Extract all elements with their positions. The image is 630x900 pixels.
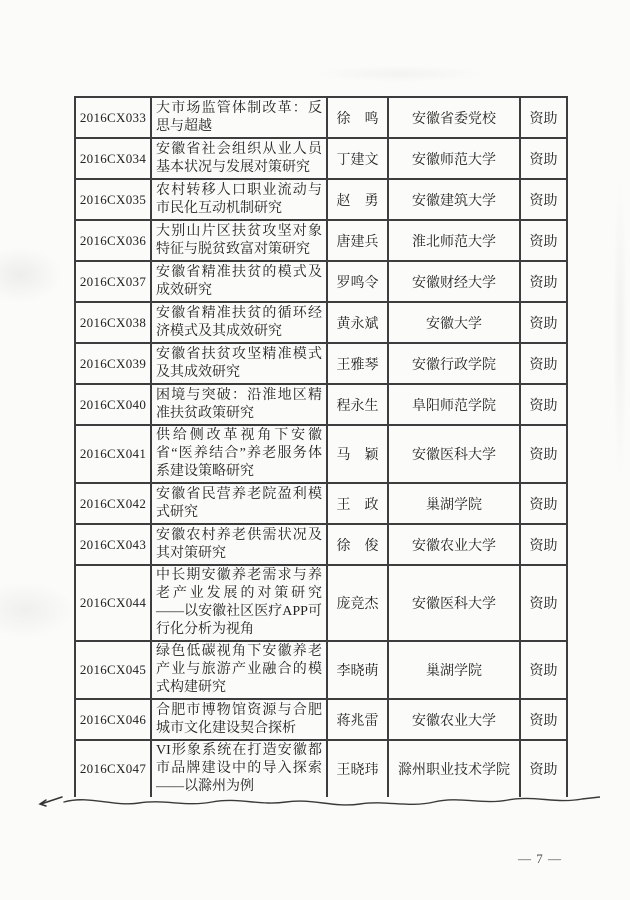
- project-title-text: 安徽省民营养老院盈利模式研究: [156, 486, 322, 520]
- project-title: [152, 426, 328, 484]
- table-row: [76, 642, 568, 700]
- project-leader: 蒋兆雷: [328, 700, 389, 741]
- institution: 安徽大学: [389, 303, 521, 344]
- project-title: [152, 484, 328, 525]
- table-row: [76, 221, 568, 262]
- project-code: 2016CX040: [76, 385, 152, 426]
- project-code: 2016CX037: [76, 262, 152, 303]
- institution: 安徽医科大学: [389, 566, 521, 642]
- table-row: [76, 426, 568, 484]
- project-title: [152, 642, 328, 700]
- project-title: [152, 385, 328, 426]
- project-code: 2016CX043: [76, 525, 152, 566]
- funding-status: 资助: [521, 484, 568, 525]
- project-code: 2016CX035: [76, 180, 152, 221]
- project-title: [152, 98, 328, 139]
- project-leader: 徐 鸣: [328, 98, 389, 139]
- project-code: 2016CX039: [76, 344, 152, 385]
- project-title: [152, 566, 328, 642]
- project-code: 2016CX038: [76, 303, 152, 344]
- project-code: 2016CX033: [76, 98, 152, 139]
- project-leader: 马 颖: [328, 426, 389, 484]
- funding-status: 资助: [521, 139, 568, 180]
- project-code: 2016CX041: [76, 426, 152, 484]
- table-row: [76, 139, 568, 180]
- project-leader: 王晓玮: [328, 741, 389, 797]
- project-leader: 程永生: [328, 385, 389, 426]
- table-row: [76, 344, 568, 385]
- institution: 巢湖学院: [389, 484, 521, 525]
- institution: 滁州职业技术学院: [389, 741, 521, 797]
- project-leader: 唐建兵: [328, 221, 389, 262]
- funding-status: 资助: [521, 180, 568, 221]
- project-code: 2016CX047: [76, 741, 152, 797]
- table-row: [76, 566, 568, 642]
- project-title-text: 安徽省扶贫攻坚精准模式及其成效研究: [156, 346, 322, 380]
- project-title-text: 绿色低碳视角下安徽养老产业与旅游产业融合的模式构建研究: [156, 644, 322, 695]
- table-row: [76, 180, 568, 221]
- project-title-text: 安徽省社会组织从业人员基本状况与发展对策研究: [156, 141, 322, 175]
- institution: 安徽师范大学: [389, 139, 521, 180]
- table-row: [76, 385, 568, 426]
- institution: 安徽农业大学: [389, 700, 521, 741]
- institution: 安徽省委党校: [389, 98, 521, 139]
- project-title-text: 安徽农村养老供需状况及其对策研究: [156, 527, 322, 561]
- institution: 巢湖学院: [389, 642, 521, 700]
- project-title-text: 合肥市博物馆资源与合肥城市文化建设契合探析: [156, 702, 322, 736]
- funding-status: 资助: [521, 98, 568, 139]
- project-title: [152, 303, 328, 344]
- institution: 安徽医科大学: [389, 426, 521, 484]
- funding-status: 资助: [521, 700, 568, 741]
- institution: 安徽建筑大学: [389, 180, 521, 221]
- project-title-text: 安徽省精准扶贫的模式及成效研究: [156, 264, 322, 298]
- table-row: [76, 700, 568, 741]
- project-code: 2016CX045: [76, 642, 152, 700]
- table-row: [76, 525, 568, 566]
- institution: 淮北师范大学: [389, 221, 521, 262]
- table-row: [76, 98, 568, 139]
- project-title: [152, 221, 328, 262]
- project-title-text: 困境与突破：沿淮地区精准扶贫政策研究: [156, 387, 322, 421]
- funding-status: 资助: [521, 426, 568, 484]
- project-code: 2016CX046: [76, 700, 152, 741]
- project-title-text: 安徽省精准扶贫的循环经济模式及其成效研究: [156, 305, 322, 339]
- project-title-text: 大别山片区扶贫攻坚对象特征与脱贫致富对策研究: [156, 223, 322, 257]
- project-title: [152, 741, 328, 797]
- institution: 安徽农业大学: [389, 525, 521, 566]
- table-row: [76, 484, 568, 525]
- project-leader: 王雅琴: [328, 344, 389, 385]
- table-row: [76, 303, 568, 344]
- funding-status: 资助: [521, 741, 568, 797]
- project-code: 2016CX044: [76, 566, 152, 642]
- project-code: 2016CX036: [76, 221, 152, 262]
- funding-status: 资助: [521, 525, 568, 566]
- project-leader: 黄永斌: [328, 303, 389, 344]
- institution: 阜阳师范学院: [389, 385, 521, 426]
- funding-status: 资助: [521, 642, 568, 700]
- project-title-text: 大市场监管体制改革：反思与超越: [156, 100, 322, 134]
- project-title: [152, 700, 328, 741]
- table-row: [76, 262, 568, 303]
- project-leader: 徐 俊: [328, 525, 389, 566]
- funding-status: 资助: [521, 566, 568, 642]
- project-title-text: 中长期安徽养老需求与养老产业发展的对策研究——以安徽社区医疗APP可行化分析为视角: [156, 568, 322, 637]
- funding-status: 资助: [521, 221, 568, 262]
- institution: 安徽行政学院: [389, 344, 521, 385]
- project-leader: 李晓萌: [328, 642, 389, 700]
- table-row: [76, 741, 568, 797]
- project-leader: 丁建文: [328, 139, 389, 180]
- project-title-text: 供给侧改革视角下安徽省“医养结合”养老服务体系建设策略研究: [156, 428, 322, 479]
- funding-status: 资助: [521, 344, 568, 385]
- project-code: 2016CX042: [76, 484, 152, 525]
- institution: 安徽财经大学: [389, 262, 521, 303]
- funding-table: [74, 96, 568, 797]
- project-title: [152, 262, 328, 303]
- funding-status: 资助: [521, 385, 568, 426]
- project-title: [152, 180, 328, 221]
- project-title: [152, 525, 328, 566]
- project-title: [152, 139, 328, 180]
- project-code: 2016CX034: [76, 139, 152, 180]
- project-title: [152, 344, 328, 385]
- project-title-text: 农村转移人口职业流动与市民化互动机制研究: [156, 182, 322, 216]
- project-leader: 赵 勇: [328, 180, 389, 221]
- page-number: — 7 —: [518, 851, 562, 866]
- project-leader: 庞竞杰: [328, 566, 389, 642]
- funding-status: 资助: [521, 303, 568, 344]
- funding-status: 资助: [521, 262, 568, 303]
- project-leader: 罗鸣令: [328, 262, 389, 303]
- project-leader: 王 政: [328, 484, 389, 525]
- project-title-text: VI形象系统在打造安徽都市品牌建设中的导入探索——以滁州为例: [156, 743, 322, 794]
- pen-mark: [40, 797, 62, 806]
